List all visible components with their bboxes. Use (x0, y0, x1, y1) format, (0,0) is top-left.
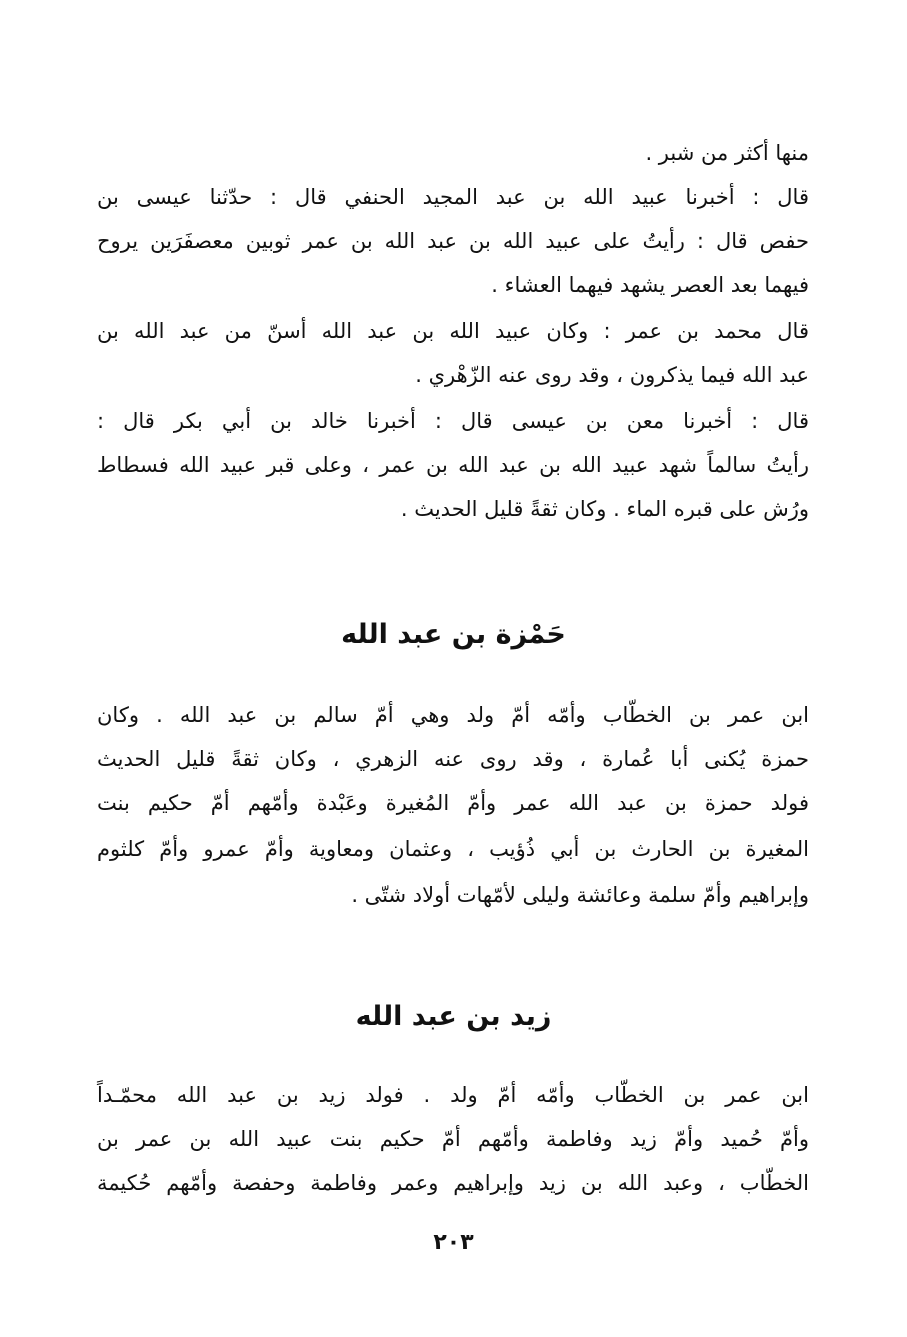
page-number: ٢٠٣ (433, 1230, 474, 1255)
text-line: رأيتُ سالماً شهد عبيد الله بن عبد الله بن عمر ، وعلى قبر عبيد الله فسطاط (97, 453, 809, 477)
text-line: ورُش على قبره الماء . وكان ثقةً قليل الحديث . (400, 497, 809, 521)
text-line: حفص قال : رأيتُ على عبيد الله بن عبد الله بن عمر ثوبين معصفَرَين يروح (97, 229, 809, 253)
text-line: حمزة يُكنى أبا عُمارة ، وقد روى عنه الزهري ، وكان ثقةً قليل الحديث (97, 747, 809, 771)
text-line: المغيرة بن الحارث بن أبي ذُؤيب ، وعثمان ومعاوية وأمّ عمرو وأمّ كلثوم (97, 837, 809, 861)
text-line: منها أكثر من شبر . (645, 141, 809, 165)
text-line: وإبراهيم وأمّ سلمة وعائشة وليلى لأمّهات أولاد شتّى . (351, 883, 809, 907)
text-line: قال : أخبرنا معن بن عيسى قال : أخبرنا خالد بن أبي بكر قال : (97, 409, 809, 433)
text-line: عبد الله فيما يذكرون ، وقد روى عنه الزّهْري . (415, 363, 809, 387)
section-heading-zayd: زيد بن عبد الله (355, 1001, 552, 1032)
text-line: فيهما بعد العصر يشهد فيهما العشاء . (491, 273, 809, 297)
section-heading-hamza: حَمْزة بن عبد الله (341, 619, 566, 650)
text-line: الخطّاب ، وعبد الله بن زيد وإبراهيم وعمر وفاطمة وحفصة وأمّهم حُكيمة (97, 1171, 809, 1195)
text-line: قال محمد بن عمر : وكان عبيد الله بن عبد الله أسنّ من عبد الله بن (97, 319, 809, 343)
text-line: وأمّ حُميد وأمّ زيد وفاطمة وأمّهم أمّ حكيم بنت عبيد الله بن عمر بن (97, 1127, 809, 1151)
text-line: قال : أخبرنا عبيد الله بن عبد المجيد الحنفي قال : حدّثنا عيسى بن (97, 185, 809, 209)
text-line: ابن عمر بن الخطّاب وأمّه أمّ ولد وهي أمّ سالم بن عبد الله . وكان (97, 703, 809, 727)
text-line: فولد حمزة بن عبد الله عمر وأمّ المُغيرة وعَبْدة وأمّهم أمّ حكيم بنت (97, 791, 809, 815)
text-line: ابن عمر بن الخطّاب وأمّه أمّ ولد . فولد زيد بن عبد الله محمّـداً (97, 1083, 809, 1107)
